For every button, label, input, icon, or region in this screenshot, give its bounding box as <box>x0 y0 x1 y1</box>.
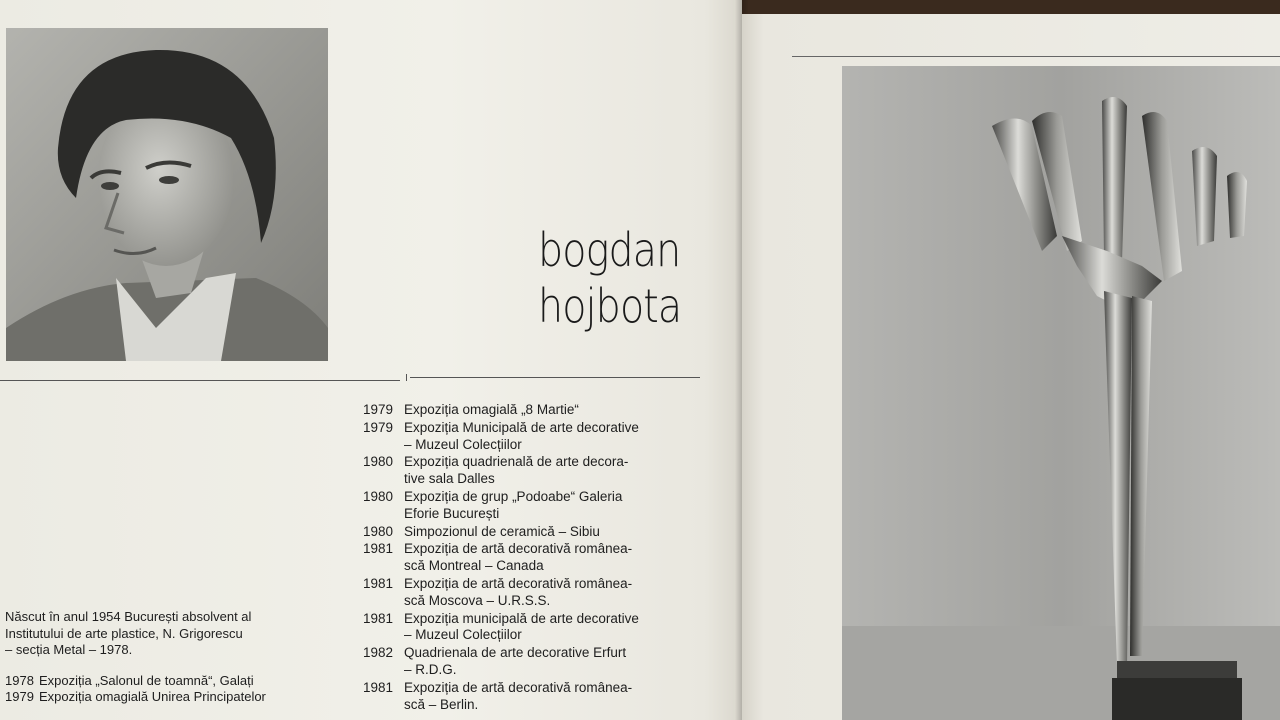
bio-intro-line: Născut în anul 1954 București absolvent al <box>5 609 252 624</box>
exhibition-text-line: scă Moscova – U.R.S.S. <box>404 592 551 608</box>
page-top-rule <box>792 56 1280 57</box>
metal-sculpture-photo <box>842 66 1280 720</box>
sculpture-illustration <box>842 66 1280 720</box>
exhibition-text <box>404 454 703 488</box>
artist-biography <box>5 609 340 706</box>
exhibition-text <box>404 524 703 541</box>
exhibition-item <box>363 680 703 714</box>
exhibition-text-line: Expoziția omagială „8 Martie“ <box>404 402 579 417</box>
exhibition-year: 1981 <box>363 610 394 626</box>
exhibition-text-line: Expoziția de grup „Podoabe“ Galeria <box>404 488 623 504</box>
artist-portrait-photo <box>6 28 328 361</box>
exhibition-text-line: – Muzeul Colecțiilor <box>404 627 522 643</box>
bio-entry-text: Expoziția omagială Unirea Principatelor <box>39 689 266 704</box>
exhibition-text <box>404 645 703 679</box>
exhibition-text <box>404 489 703 523</box>
bio-entry-year: 1979 <box>5 689 34 704</box>
exhibition-text <box>404 420 703 454</box>
exhibition-year: 1980 <box>363 488 394 504</box>
exhibition-text-line: Simpozionul de ceramică – Sibiu <box>404 523 600 539</box>
divider-rule-left <box>0 380 400 381</box>
exhibition-text-line: tive sala Dalles <box>404 471 495 487</box>
artist-first-name: bogdan <box>538 223 681 277</box>
exhibition-item <box>363 541 703 575</box>
exhibition-item <box>363 420 703 454</box>
exhibition-text-line: scă – Berlin. <box>404 696 479 712</box>
exhibition-text-line: Expoziția de artă decorativă românea- <box>404 575 633 591</box>
exhibition-year: 1981 <box>363 541 394 557</box>
exhibition-text-line: – Muzeul Colecțiilor <box>404 436 522 452</box>
exhibition-text-line: Expoziția quadrienală de arte decora- <box>404 454 629 470</box>
portrait-illustration <box>6 28 328 361</box>
exhibition-item <box>363 611 703 645</box>
exhibition-text-line: – R.D.G. <box>404 661 457 677</box>
exhibition-year: 1979 <box>363 402 394 417</box>
exhibition-item <box>363 645 703 679</box>
divider-rule-right <box>410 377 700 378</box>
exhibition-text <box>404 576 703 610</box>
artist-last-name: hojbota <box>538 279 682 333</box>
exhibition-year: 1982 <box>363 645 394 661</box>
exhibition-year: 1981 <box>363 575 394 591</box>
exhibition-text <box>404 541 703 575</box>
bio-entry-text: Expoziția „Salonul de toamnă“, Galați <box>39 672 254 688</box>
right-page <box>742 14 1280 720</box>
exhibition-item <box>363 489 703 523</box>
exhibition-text-line: Expoziția de artă decorativă românea- <box>404 541 633 557</box>
exhibition-year: 1981 <box>363 679 394 695</box>
exhibition-year: 1980 <box>363 454 394 470</box>
bio-intro-line: Institutului de arte plastice, N. Grigorescu <box>5 625 243 641</box>
exhibition-text-line: Expoziția municipală de arte decorative <box>404 610 639 626</box>
exhibition-text-line: Quadrienala de arte decorative Erfurt <box>404 645 627 661</box>
exhibition-text-line: scă Montreal – Canada <box>404 558 544 574</box>
exhibition-year: 1980 <box>363 523 394 539</box>
divider-tick <box>406 374 407 381</box>
exhibition-text <box>404 402 703 419</box>
bio-entry <box>5 673 340 690</box>
bio-entry-year: 1978 <box>5 672 34 688</box>
artist-name-heading <box>538 222 701 334</box>
exhibition-item <box>363 402 703 419</box>
bio-intro <box>5 609 340 659</box>
exhibition-text-line: Eforie București <box>404 505 500 521</box>
exhibition-text <box>404 680 703 714</box>
exhibition-list <box>363 402 703 714</box>
exhibition-year: 1979 <box>363 419 394 435</box>
exhibition-text-line: Expoziția Municipală de arte decorative <box>404 419 639 435</box>
exhibition-item <box>363 454 703 488</box>
exhibition-text <box>404 611 703 645</box>
exhibition-item <box>363 576 703 610</box>
bio-entry <box>5 689 340 706</box>
exhibition-text-line: Expoziția de artă decorativă românea- <box>404 679 633 695</box>
bio-intro-line: – secția Metal – 1978. <box>5 642 133 657</box>
exhibition-item <box>363 524 703 541</box>
